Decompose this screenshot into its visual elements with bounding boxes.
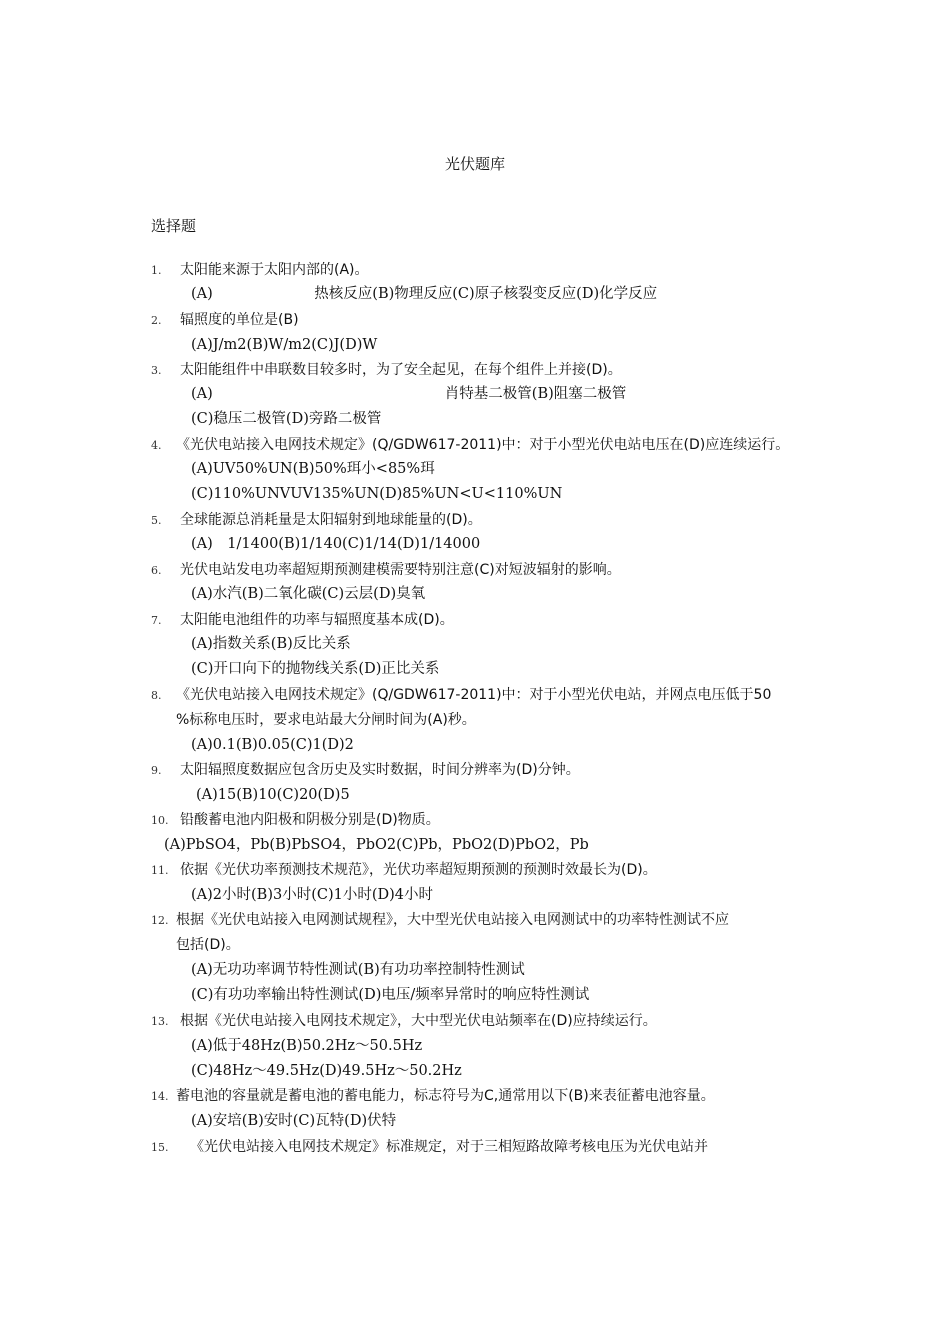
question-number: 11.: [151, 864, 169, 877]
question-number: 10.: [151, 814, 169, 827]
question-text: 太阳能组件中串联数目较多时，为了安全起见，在每个组件上并接(D)。: [180, 362, 622, 378]
answer-options: (C)110%UNVUV135%UN(D)85%UN<U<110%UN: [191, 486, 563, 502]
question-number: 3.: [151, 364, 162, 377]
page-title: 光伏题库: [444, 155, 505, 173]
question-text: 太阳能来源于太阳内部的(A)。: [180, 262, 369, 278]
question-number: 8.: [151, 689, 162, 702]
question-text: 全球能源总消耗量是太阳辐射到地球能量的(D)。: [180, 512, 482, 528]
question-text: 蓄电池的容量就是蓄电池的蓄电能力，标志符号为C,通常用以下(B)来表征蓄电池容量。: [176, 1088, 715, 1104]
question-number: 2.: [151, 314, 162, 327]
answer-options: (A)低于48Hz(B)50.2Hz〜50.5Hz: [191, 1038, 423, 1054]
answer-options: (A)安培(B)安时(C)瓦特(D)伏特: [191, 1113, 397, 1129]
answer-options: (A)指数关系(B)反比关系: [191, 636, 351, 652]
answer-options: (A)J/m2(B)W/m2(C)J(D)W: [191, 337, 378, 353]
answer-options: (A)UV50%UN(B)50%珥小<85%珥: [191, 461, 435, 477]
question-text: %标称电压时，要求电站最大分闸时间为(A)秒。: [176, 712, 476, 728]
question-text: 光伏电站发电功率超短期预测建模需要特别注意(C)对短波辐射的影响。: [180, 562, 621, 578]
question-number: 1.: [151, 264, 162, 277]
question-text: 《光伏电站接入电网技术规定》标准规定，对于三相短路故障考核电压为光伏电站并: [190, 1139, 708, 1155]
question-number: 6.: [151, 564, 162, 577]
question-text: 太阳辐照度数据应包含历史及实时数据，时间分辨率为(D)分钟。: [180, 762, 580, 778]
answer-options: (A)2小时(B)3小时(C)1小时(D)4小时: [191, 887, 434, 903]
answer-options: (A)水汽(B)二氧化碳(C)云层(D)臭氧: [191, 586, 426, 602]
question-text: 依据《光伏功率预测技术规范》，光伏功率超短期预测的预测时效最长为(D)。: [180, 862, 657, 878]
section-title: 选择题: [151, 217, 197, 235]
question-text: 辐照度的单位是(B): [180, 312, 299, 328]
question-number: 15.: [151, 1141, 169, 1154]
answer-options: (A)PbSO4，Pb(B)PbSO4，PbO2(C)Pb，PbO2(D)PbO2，Pb: [164, 837, 589, 853]
question-number: 5.: [151, 514, 162, 527]
question-text: 根据《光伏电站接入电网技术规定》，大中型光伏电站频率在(D)应持续运行。: [180, 1013, 657, 1029]
answer-options: (A) 1/1400(B)1/140(C)1/14(D)1/14000: [191, 536, 481, 552]
question-text: 《光伏电站接入电网技术规定》(Q/GDW617-2011)中：对于小型光伏电站，并网点电压低于50: [176, 687, 772, 703]
answer-options: (A) 肖特基二极管(B)阻塞二极管: [191, 386, 627, 402]
question-number: 13.: [151, 1015, 169, 1028]
question-text: 铅酸蓄电池内阳极和阴极分别是(D)物质。: [180, 812, 440, 828]
question-number: 7.: [151, 614, 162, 627]
question-text: 根据《光伏电站接入电网测试规程》，大中型光伏电站接入电网测试中的功率特性测试不应: [176, 912, 729, 928]
answer-options: (C)开口向下的抛物线关系(D)正比关系: [191, 661, 440, 677]
question-number: 4.: [151, 439, 162, 452]
answer-options: (C)48Hz〜49.5Hz(D)49.5Hz〜50.2Hz: [191, 1063, 462, 1079]
answer-options: (A)0.1(B)0.05(C)1(D)2: [191, 737, 354, 753]
question-number: 14.: [151, 1090, 169, 1103]
answer-options: (A)无功功率调节特性测试(B)有功功率控制特性测试: [191, 962, 525, 978]
answer-options: (C)稳压二极管(D)旁路二极管: [191, 411, 382, 427]
answer-options: (A) 热核反应(B)物理反应(C)原子核裂变反应(D)化学反应: [191, 286, 658, 302]
question-text: 太阳能电池组件的功率与辐照度基本成(D)。: [180, 612, 454, 628]
question-number: 9.: [151, 764, 162, 777]
answer-options: (C)有功功率输出特性测试(D)电压/频率异常时的响应特性测试: [191, 987, 590, 1003]
answer-options: (A)15(B)10(C)20(D)5: [196, 787, 350, 803]
question-text: 包括(D)。: [176, 937, 240, 953]
question-number: 12.: [151, 914, 169, 927]
question-text: 《光伏电站接入电网技术规定》(Q/GDW617-2011)中：对于小型光伏电站电压在(D)应连续运行。: [176, 437, 790, 453]
